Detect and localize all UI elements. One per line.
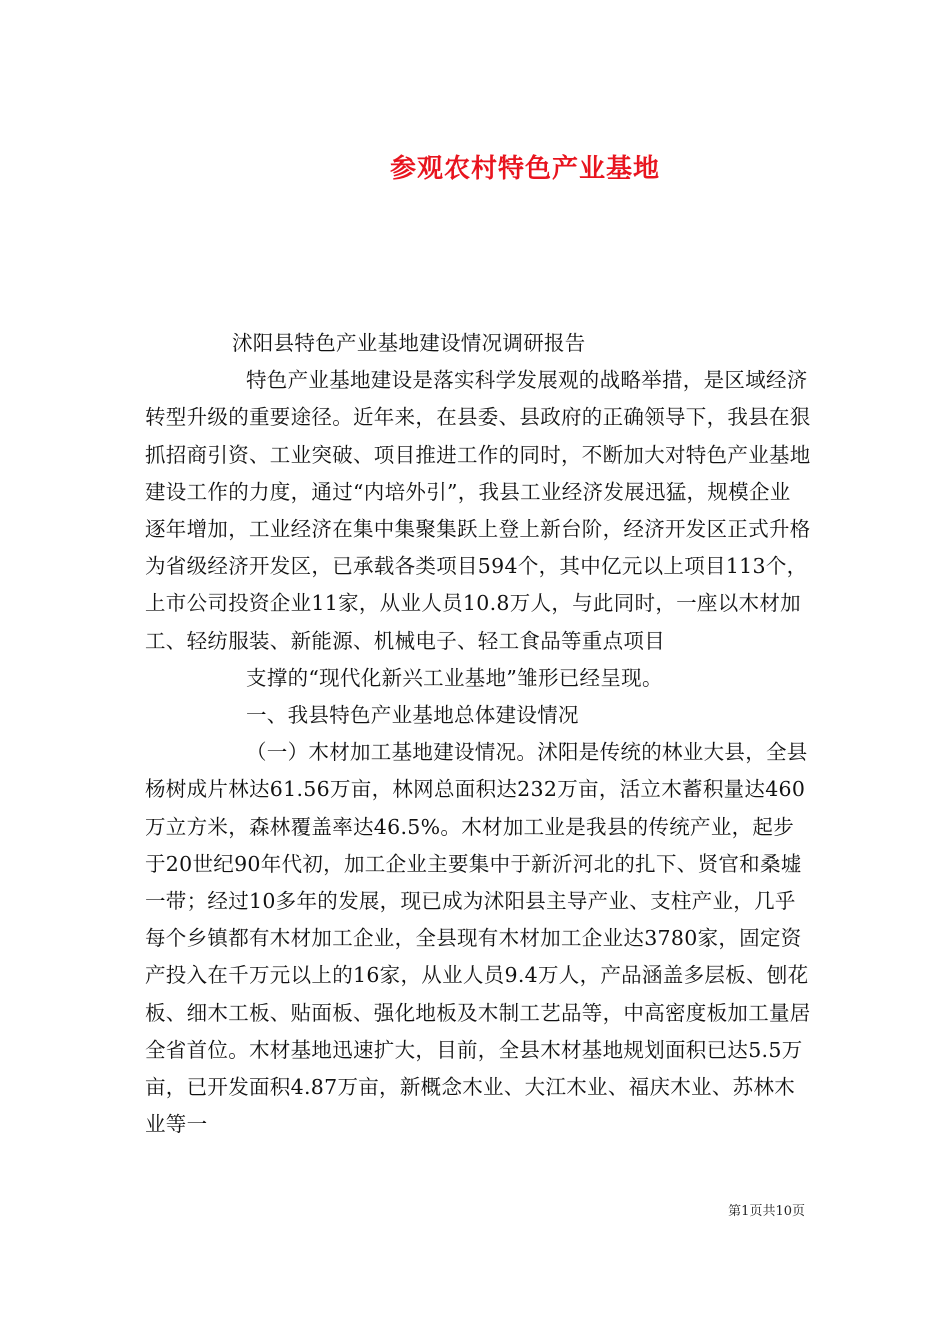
support-line: 支撑的“现代化新兴工业基地”雏形已经呈现。 — [246, 665, 663, 690]
document-body — [145, 325, 811, 1143]
section-paragraph: （一）木材加工基地建设情况。沭阳是传统的林业大县，全县杨树成片林达61.56万亩，林网总面积达232万亩，活立木蓄积量达460万立方米，森林覆盖率达46.5%。木材加工业是我县的传统产业，起步于20世纪90年代初，加工企业主要集中于新沂河北的扎下、贤官和桑墟一带；经过10多年的发展，现已成为沭阳县主导产业、支柱产业，几乎每个乡镇都有木材加工企业，全县现有木材加工企业达3780家，固定资产投入在千万元以上的16家，从业人员9.4万人，产品涵盖多层板、刨花板、细木工板、贴面板、强化地板及木制工艺品等，中高密度板加工量居全省首位。木材基地迅速扩大，目前，全县木材基地规划面积已达5.5万亩，已开发面积4.87万亩，新概念木业、大江木业、福庆木业、苏林木业等一 — [145, 740, 811, 1137]
intro-paragraph: 特色产业基地建设是落实科学发展观的战略举措，是区域经济转型升级的重要途径。近年来，在县委、县政府的正确领导下，我县在狠抓招商引资、工业突破、项目推进工作的同时，不断加大对特色产业基地建设工作的力度，通过“内培外引”，我县工业经济发展迅猛，规模企业逐年增加，工业经济在集中集聚集跃上登上新台阶，经济开发区正式升格为省级经济开发区，已承载各类项目594个，其中亿元以上项目113个，上市公司投资企业11家，从业人员10.8万人，与此同时，一座以木材加工、轻纺服装、新能源、机械电子、轻工食品等重点项目 — [145, 368, 811, 653]
report-subtitle: 沭阳县特色产业基地建设情况调研报告 — [232, 331, 586, 355]
section-heading: 一、我县特色产业基地总体建设情况 — [246, 703, 579, 728]
document-title: 参观农村特色产业基地 — [389, 154, 660, 185]
page-indicator: 第1页共10页 — [728, 1204, 805, 1219]
